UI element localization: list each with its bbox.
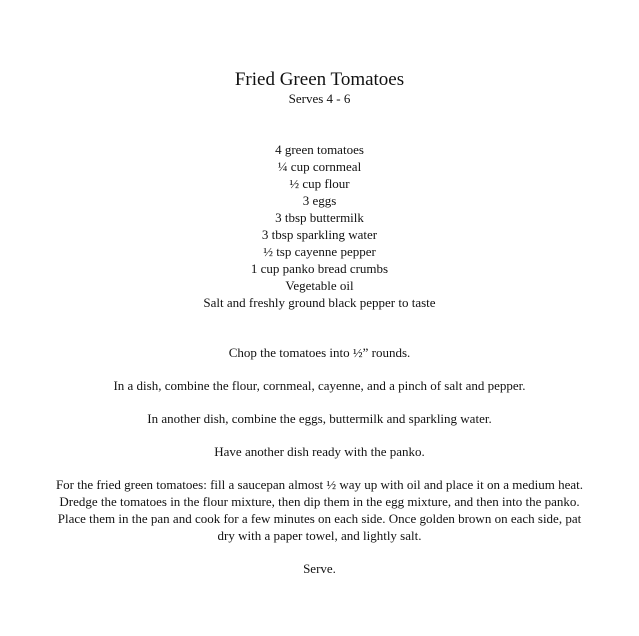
instruction-step: Serve.	[303, 561, 336, 576]
instruction-step: Have another dish ready with the panko.	[214, 444, 425, 459]
ingredient-item: Salt and freshly ground black pepper to taste	[203, 295, 436, 310]
ingredient-item: 4 green tomatoes	[275, 142, 364, 157]
instruction-step: Chop the tomatoes into ½” rounds.	[228, 345, 411, 360]
instruction-step: In another dish, combine the eggs, buttermilk and sparkling water.	[147, 411, 492, 426]
ingredient-item: 3 tbsp buttermilk	[275, 210, 364, 225]
ingredient-item: ½ tsp cayenne pepper	[263, 244, 376, 259]
instruction-list	[52, 344, 587, 593]
ingredient-item: ¼ cup cornmeal	[277, 159, 362, 174]
ingredient-item: ½ cup flour	[289, 176, 350, 191]
ingredient-item: 1 cup panko bread crumbs	[250, 261, 389, 276]
ingredient-item: Vegetable oil	[285, 278, 354, 293]
ingredient-item: 3 tbsp sparkling water	[261, 227, 378, 242]
recipe-title: Fried Green Tomatoes	[234, 69, 405, 90]
recipe-serves: Serves 4 - 6	[288, 91, 351, 106]
instruction-step: For the fried green tomatoes: fill a saucepan almost ½ way up with oil and place it on a medium heat. Dredge the tomatoes in the flour mixture, then dip them in the egg mixture, and then into the panko. Place them in the pan and cook for a few minutes on each side. Once golden brown on each side, pat dry with a paper towel, and lightly salt.	[55, 477, 584, 543]
ingredient-item: 3 eggs	[302, 193, 337, 208]
ingredient-list	[0, 141, 639, 311]
instruction-step: In a dish, combine the flour, cornmeal, cayenne, and a pinch of salt and pepper.	[113, 378, 526, 393]
